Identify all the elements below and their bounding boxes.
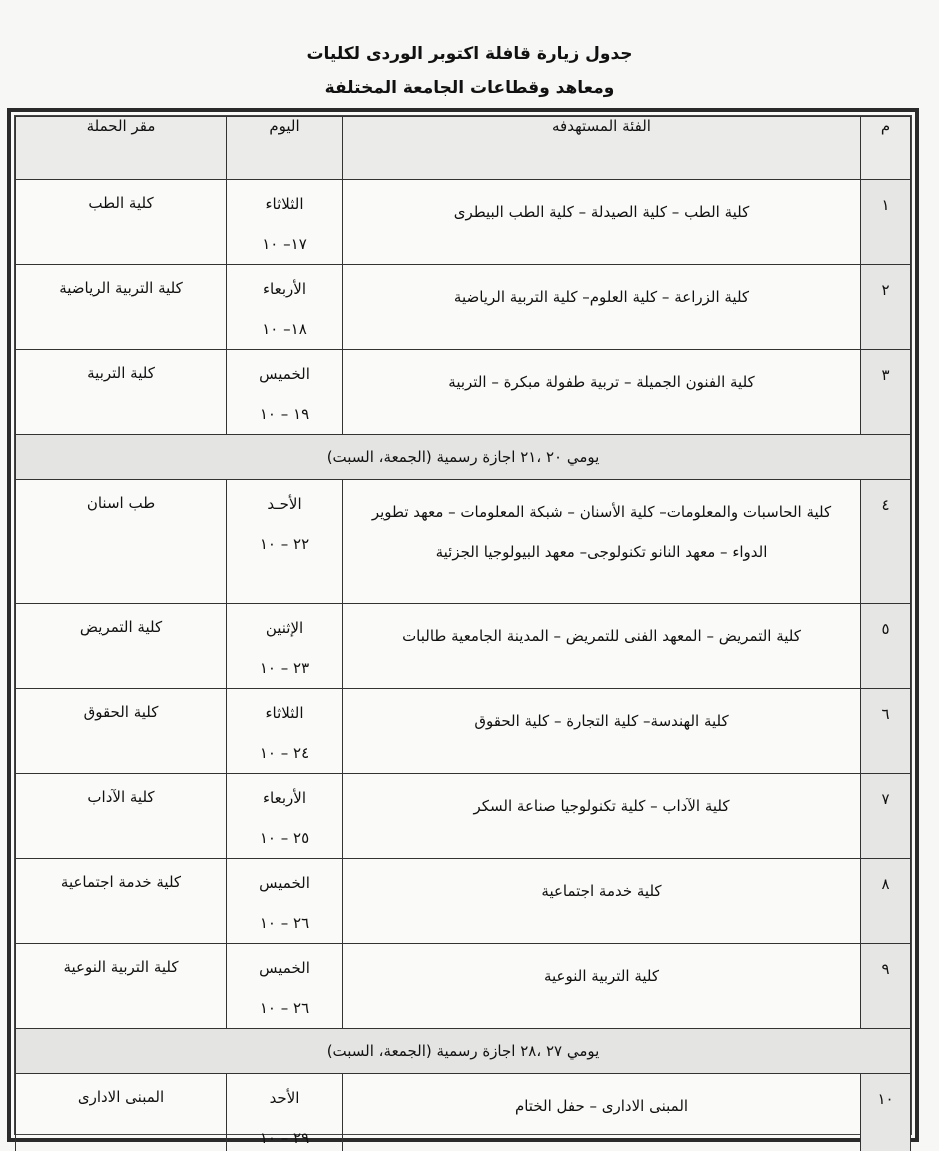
table-row <box>16 604 911 689</box>
row-number: ٤ <box>861 480 911 604</box>
day-name: الخميس <box>259 959 310 977</box>
day-date: ٢٢ – ١٠ <box>259 535 310 553</box>
day-cell <box>227 1074 343 1151</box>
campaign-place: كلية التربية النوعية <box>16 944 227 1029</box>
day-name: الأربعاء <box>262 280 306 298</box>
campaign-place: المبنى الادارى <box>16 1074 227 1151</box>
campaign-place: كلية الحقوق <box>16 689 227 774</box>
day-cell <box>227 480 343 604</box>
day-cell <box>227 774 343 859</box>
target-group: كلية التربية النوعية <box>343 944 861 1029</box>
table-row <box>16 480 911 604</box>
day-name: الأحد <box>269 1089 300 1107</box>
target-group: كلية الآداب – كلية تكنولوجيا صناعة السكر <box>343 774 861 859</box>
row-number: ١ <box>861 180 911 265</box>
holiday-row <box>16 1029 911 1074</box>
target-group: كلية الزراعة – كلية العلوم– كلية التربية الرياضية <box>343 265 861 350</box>
row-number: ٣ <box>861 350 911 435</box>
row-number: ٦ <box>861 689 911 774</box>
row-number: ٢ <box>861 265 911 350</box>
table-row <box>16 265 911 350</box>
day-cell <box>227 265 343 350</box>
day-date: ٢٤ – ١٠ <box>259 744 310 762</box>
campaign-place: كلية الطب <box>16 180 227 265</box>
row-number: ٨ <box>861 859 911 944</box>
campaign-place: كلية التمريض <box>16 604 227 689</box>
table-row <box>16 944 911 1029</box>
target-group: كلية الهندسة– كلية التجارة – كلية الحقوق <box>343 689 861 774</box>
day-date: ٢٩ – ١٠ <box>259 1129 310 1147</box>
day-name: الثلاثاء <box>265 704 304 722</box>
day-name: الثلاثاء <box>265 195 304 213</box>
table-row <box>16 689 911 774</box>
target-group: كلية الفنون الجميلة – تربية طفولة مبكرة – التربية <box>343 350 861 435</box>
day-cell <box>227 859 343 944</box>
table-header-row <box>16 117 911 180</box>
table-row <box>16 350 911 435</box>
campaign-place: كلية الآداب <box>16 774 227 859</box>
day-date: ٢٦ – ١٠ <box>259 999 310 1017</box>
day-cell <box>227 604 343 689</box>
header-num: م <box>861 117 911 180</box>
day-cell <box>227 350 343 435</box>
schedule-table <box>15 116 911 1151</box>
day-date: ٢٦ – ١٠ <box>259 914 310 932</box>
row-number: ١٠ <box>861 1074 911 1151</box>
table-row <box>16 859 911 944</box>
row-number: ٧ <box>861 774 911 859</box>
day-date: ١٨– ١٠ <box>262 320 307 338</box>
day-date: ٢٥ – ١٠ <box>259 829 310 847</box>
holiday-note: يومي ٢٠ ،٢١ اجازة رسمية (الجمعة، السبت) <box>16 435 911 480</box>
target-group: المبنى الادارى – حفل الختام <box>343 1074 861 1151</box>
target-group: كلية الحاسبات والمعلومات– كلية الأسنان – شبكة المعلومات – معهد تطوير الدواء – معهد النانو تكنولوجى– معهد البيولوجيا الجزئية <box>343 480 861 604</box>
header-day: اليوم <box>227 117 343 180</box>
table-row <box>16 774 911 859</box>
table-row <box>16 180 911 265</box>
day-name: الخميس <box>259 874 310 892</box>
day-cell <box>227 180 343 265</box>
target-group: كلية التمريض – المعهد الفنى للتمريض – المدينة الجامعية طالبات <box>343 604 861 689</box>
document-title-line2: ومعاهد وقطاعات الجامعة المختلفة <box>324 78 615 98</box>
day-cell <box>227 689 343 774</box>
day-name: الأربعاء <box>262 789 306 807</box>
day-date: ١٩ – ١٠ <box>259 405 310 423</box>
schedule-table-frame <box>7 108 919 1147</box>
header-campaign-place: مقر الحملة <box>16 117 227 180</box>
campaign-place: كلية التربية <box>16 350 227 435</box>
document-title-line1: جدول زيارة قافلة اكتوبر الوردى لكليات <box>306 44 633 64</box>
day-date: ١٧– ١٠ <box>262 235 307 253</box>
day-date: ٢٣ – ١٠ <box>259 659 310 677</box>
holiday-note: يومي ٢٧ ،٢٨ اجازة رسمية (الجمعة، السبت) <box>16 1029 911 1074</box>
target-group: كلية خدمة اجتماعية <box>343 859 861 944</box>
day-name: الخميس <box>259 365 310 383</box>
campaign-place: كلية خدمة اجتماعية <box>16 859 227 944</box>
day-name: الأحـد <box>267 495 302 513</box>
row-number: ٥ <box>861 604 911 689</box>
day-cell <box>227 944 343 1029</box>
target-group: كلية الطب – كلية الصيدلة – كلية الطب البيطرى <box>343 180 861 265</box>
campaign-place: طب اسنان <box>16 480 227 604</box>
holiday-row <box>16 435 911 480</box>
day-name: الإثنين <box>265 619 304 637</box>
campaign-place: كلية التربية الرياضية <box>16 265 227 350</box>
header-target-group: الفئة المستهدفه <box>343 117 861 180</box>
table-row <box>16 1074 911 1151</box>
row-number: ٩ <box>861 944 911 1029</box>
